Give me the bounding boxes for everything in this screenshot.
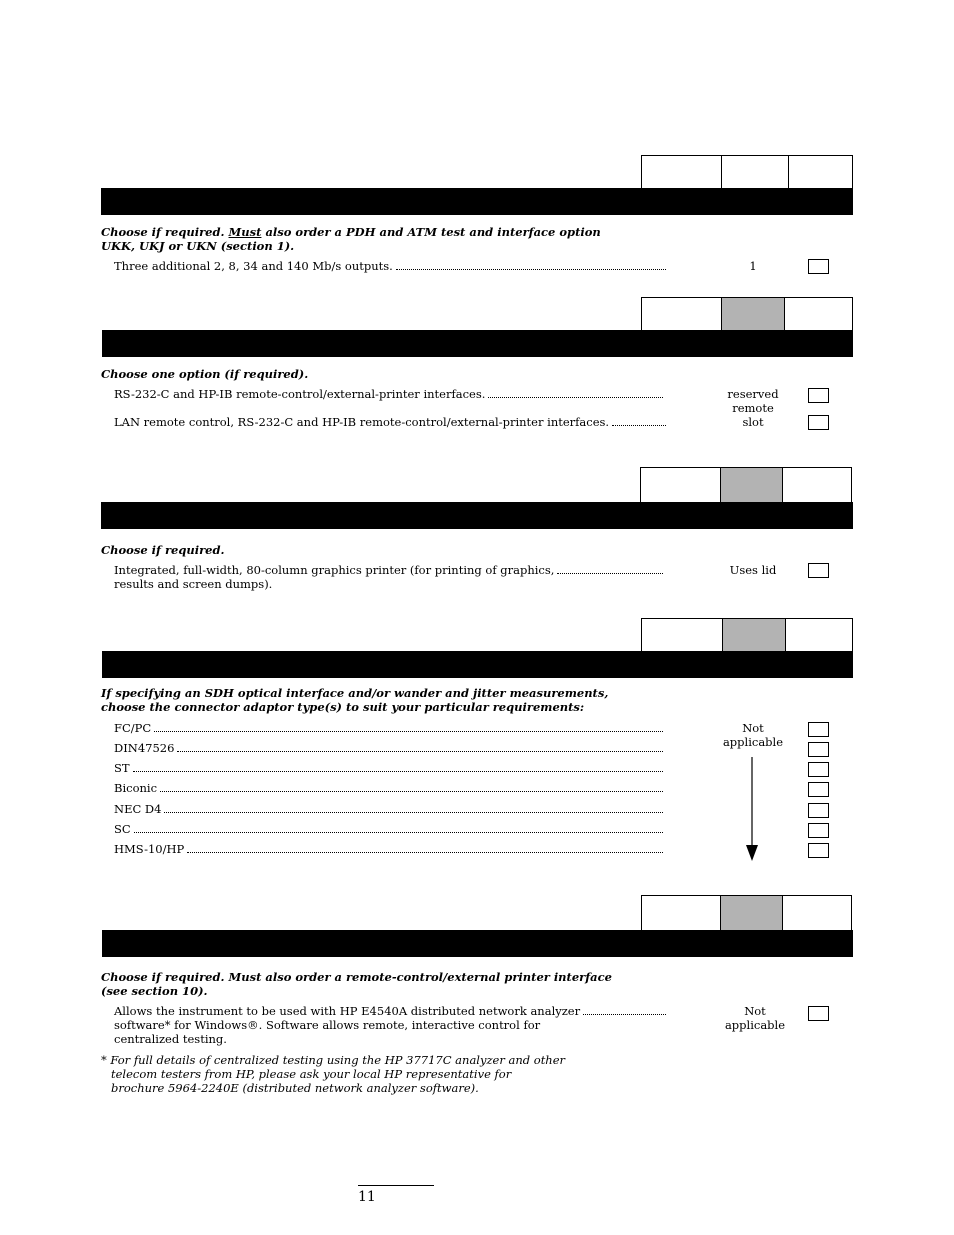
header-cell-3 <box>782 467 852 503</box>
slot-label: reserved remote slot <box>727 387 779 429</box>
option-item: LAN remote control, RS-232-C and HP-IB remote-control/external-printer interfaces. <box>114 415 666 429</box>
option-checkbox[interactable] <box>808 782 829 797</box>
option-item: HMS-10/HP <box>114 842 663 856</box>
header-cell-2 <box>722 618 786 652</box>
header-cell-2 <box>720 895 783 931</box>
section-intro: Choose if required. Must also order a remote-control/external printer interface (see section 10). <box>101 970 612 998</box>
option-checkbox[interactable] <box>808 762 829 777</box>
section-title-bar <box>102 651 853 678</box>
header-cell-3 <box>788 155 853 189</box>
header-cell-3 <box>782 895 852 931</box>
option-checkbox[interactable] <box>808 563 829 578</box>
section-title-bar <box>102 330 853 357</box>
option-item: Biconic <box>114 781 663 795</box>
section-title-bar <box>102 930 853 957</box>
option-checkbox[interactable] <box>808 803 829 818</box>
option-item: ST <box>114 761 663 775</box>
section-intro: Choose one option (if required). <box>101 367 309 381</box>
slot-label: Uses lid <box>729 563 777 577</box>
option-checkbox[interactable] <box>808 1006 829 1021</box>
option-checkbox[interactable] <box>808 388 829 403</box>
slot-label: Not applicable <box>724 1004 786 1032</box>
header-cell-1 <box>640 467 721 503</box>
header-cell-1 <box>641 895 721 931</box>
footnote: * For full details of centralized testing using the HP 37717C analyzer and other telecom testers from HP, please ask your local HP representative for brochure 5964-2240E (distributed network analyzer software). <box>101 1053 566 1095</box>
option-checkbox[interactable] <box>808 742 829 757</box>
option-item: Three additional 2, 8, 34 and 140 Mb/s outputs. <box>114 259 666 273</box>
option-checkbox[interactable] <box>808 722 829 737</box>
down-arrow-icon <box>742 757 762 863</box>
header-cell-2 <box>720 467 783 503</box>
page-number: 11 <box>358 1189 376 1205</box>
footer-rule <box>358 1185 434 1186</box>
header-cell-2 <box>721 297 785 331</box>
section-intro: Choose if required. <box>101 543 225 557</box>
slot-label: 1 <box>749 259 757 273</box>
header-cell-3 <box>785 618 853 652</box>
section-intro: Choose if required. Must also order a PDH and ATM test and interface option UKK, UKJ or UKN (section 1). <box>101 225 601 253</box>
option-checkbox[interactable] <box>808 823 829 838</box>
option-checkbox[interactable] <box>808 843 829 858</box>
option-item: Allows the instrument to be used with HP E4540A distributed network analyzer software* for Windows®. Software allows remote, interactive control for centralized testing. <box>114 1004 666 1046</box>
option-item: Integrated, full-width, 80-column graphics printer (for printing of graphics, results and screen dumps). <box>114 563 663 591</box>
header-cell-1 <box>641 155 722 189</box>
header-cell-2 <box>721 155 789 189</box>
option-checkbox[interactable] <box>808 415 829 430</box>
section-intro: If specifying an SDH optical interface and/or wander and jitter measurements, choose the connector adaptor type(s) to suit your particular requirements: <box>101 686 609 714</box>
slot-label: Not applicable <box>722 721 784 749</box>
option-item: SC <box>114 822 663 836</box>
option-checkbox[interactable] <box>808 259 829 274</box>
header-cell-1 <box>641 297 722 331</box>
option-item: DIN47526 <box>114 741 663 755</box>
section-title-bar <box>101 188 853 215</box>
option-item: NEC D4 <box>114 802 663 816</box>
option-item: RS-232-C and HP-IB remote-control/external-printer interfaces. <box>114 387 663 401</box>
section-title-bar <box>101 502 853 529</box>
header-cell-1 <box>641 618 723 652</box>
header-cell-3 <box>784 297 853 331</box>
option-item: FC/PC <box>114 721 663 735</box>
